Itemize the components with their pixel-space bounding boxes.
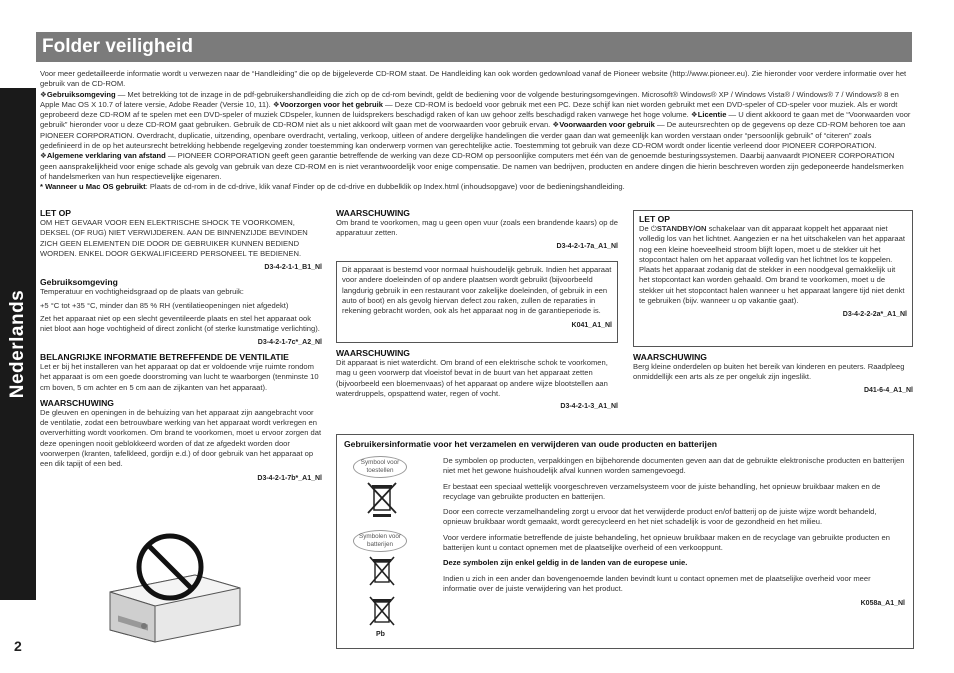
recycling-text-5: Deze symbolen zijn enkel geldig in de landen van de europese unie. bbox=[443, 558, 688, 568]
waarschuwing-heading: WAARSCHUWING bbox=[40, 397, 114, 408]
standby-label: STANDBY/ON bbox=[656, 224, 707, 233]
column-2 bbox=[336, 208, 618, 252]
waarschuwing-heading: WAARSCHUWING bbox=[336, 208, 410, 218]
power-icon: ⏻ bbox=[650, 224, 657, 233]
garantie-box bbox=[336, 261, 618, 343]
code-label: D41-6-4_A1_Nl bbox=[863, 386, 913, 394]
algemene-heading: Algemene verklaring van afstand bbox=[46, 151, 166, 161]
symbol-toestellen bbox=[353, 456, 409, 478]
no-cover-illustration bbox=[100, 530, 250, 645]
bullet-icon: ❖ bbox=[552, 120, 560, 130]
waarschuwing-text: Om brand te voorkomen, mag u geen open vuur (zoals een brandende kaars) op de apparatuur zetten. bbox=[336, 218, 618, 238]
code-label: D3-4-2-2-2a*_A1_Nl bbox=[842, 311, 907, 319]
waarschuwing-heading: WAARSCHUWING bbox=[336, 348, 410, 358]
standby-box bbox=[633, 210, 913, 347]
intro-text bbox=[40, 69, 912, 193]
voorzorgen-heading: Voorzorgen voor het gebruik bbox=[279, 99, 383, 109]
recycling-text-3: Door een correcte verzamelhandeling zorgt u ervoor dat het verwijderde product en/of batterij op de juiste wijze wordt behandeld, opnieuw bruikbaar wordt gemaakt, wordt gerecycleerd en het niet schadelijk is voor de gezondheid en het milieu. bbox=[443, 507, 877, 527]
garantie-text: Dit apparaat is bestemd voor normaal huishoudelijk gebruik. Indien het apparaat voor andere doeleinden of op andere plaatsen wordt gebruikt (bijvoorbeeld langdurig gebruik in een restaurant voor zakelijke doeleinden, of gebruik in een auto of boot) en als gevolg hiervan defect zou raken, zullen de reparaties in rekening gebracht worden, ook als het apparaat nog in de garantieperiode is. bbox=[342, 265, 612, 316]
voorzorgen-text: — Deze CD-ROM is bedoeld voor gebruik met een PC. Deze schijf kan niet worden gebruikt met een DVD-speler of CD-speler voor muziek. Als er wordt geprobeerd deze CD-ROM af te spelen met een DVD-speler of muziek CDspeler, kunnen de luidsprekers beschadigd raken of kan uw gehoor zelfs beschadigd raken vanwege het hoge volume. bbox=[40, 99, 898, 120]
crossed-bin-icon bbox=[365, 480, 399, 518]
title-bar bbox=[36, 32, 912, 62]
mac-text: : Plaats de cd-rom in de cd-drive, klik vanaf Finder op de cd-drive en dubbelklik op Index.html (inhoudsopgave) voor de bedieningshandleiding. bbox=[145, 182, 625, 192]
bullet-icon: ❖ bbox=[40, 89, 47, 99]
page-number: 2 bbox=[14, 638, 22, 654]
gebruik-text-2: +5 °C tot +35 °C, minder dan 85 % RH (ventilatieopeningen niet afgedekt) bbox=[40, 300, 289, 310]
gebruik-text-3: Zet het apparaat niet op een slecht geventileerde plaats en stel het apparaat ook niet bloot aan hoge vochtigheid of direct zonlicht (of sterke kunstmatige verlichting). bbox=[40, 314, 320, 334]
code-label: K041_A1_Nl bbox=[571, 322, 612, 330]
gebruik-text-1: Temperatuur en vochtigheidsgraad op de plaats van gebruik: bbox=[40, 287, 244, 297]
bullet-icon: ❖ bbox=[40, 151, 47, 161]
recycling-text-4: Voor verdere informatie betreffende de juiste behandeling, het opnieuw bruikbaar maken en de recyclage van gebruikte producten en batterijen kunt u contact opnemen met de plaatselijke overheid of een verkooppunt. bbox=[443, 532, 890, 553]
voorwaarden-text: — De auteursrechten op de gegevens op deze CD-ROM behoren toe aan PIONEER CORPORATION. Overdracht, duplicatie, uitzending, openbare overdracht, vertaling, verkoop, uitleen of andere dergelijke handelingen die verder gaan dan wat gemeenlijk kan worden verstaan onder “persoonlijk gebruik” of “citeren” zoals gedefinieerd in de op het auteursrecht betrekking hebbende regelgeving zonder toestemming kan onderwerp vormen van gerechtelijke actie. Toestemming tot gebruik van deze CD-ROM wordt onder licentie verleend door PIONEER CORPORATION. bbox=[40, 120, 906, 151]
recycling-text-1: De symbolen op producten, verpakkingen en bijbehorende documenten geven aan dat de gebruikte elektronische producten en batterijen niet met het gewone huishoudelijk afval kunnen worden samengevoegd. bbox=[443, 456, 905, 476]
code-label: K058a_A1_Nl bbox=[860, 600, 905, 608]
page-title: Folder veiligheid bbox=[42, 36, 193, 57]
column-3-lower bbox=[633, 352, 913, 396]
language-side-tab bbox=[0, 88, 36, 600]
crossed-bin-battery-icon bbox=[367, 555, 397, 589]
code-label: D3-4-2-1-7b*_A1_Nl bbox=[257, 474, 322, 482]
waarschuwing-text: De gleuven en openingen in de behuizing van het apparaat zijn aangebracht voor de ventilatie, zodat een betrouwbare werking van het apparaat wordt verkregen en oververhitting wordt voorkomen. Om brand te voorkomen, moet u ervoor zorgen dat deze openingen nooit geblokkeerd worden of dat ze afgedekt worden door voorwerpen (kranten, tafelkleed, gordijn e.d.) of door gebruik van het apparaat op een dik tapijt of een bed. bbox=[40, 407, 322, 469]
code-label: D3-4-2-1-1_B1_Nl bbox=[264, 264, 322, 272]
let-op-heading: LET OP bbox=[40, 208, 72, 218]
standby-text-2: schakelaar van dit apparaat koppelt het apparaat niet volledig los van het lichtnet. Aangezien er na het uitschakelen van het apparaat nog een kleine hoeveelheid stroom blijft lopen, moet u de stekker uit het stopcontact halen om het apparaat volledig van het lichtnet los te koppelen. Plaats het apparaat zodanig dat de stekker in een noodgeval gemakkelijk uit het stopcontact kan worden gehaald. Om brand te voorkomen, moet u de stekker uit het stopcontact halen wanneer u het apparaat langere tijd niet denkt te gebruiken (bijv. wanneer u op vakantie gaat). bbox=[639, 224, 905, 306]
pb-label: Pb bbox=[376, 631, 385, 638]
code-label: D3-4-2-1-7c*_A2_Nl bbox=[257, 338, 322, 346]
batterijen-label: Symbolen voor batterijen bbox=[359, 533, 401, 548]
toestellen-label: Symbool voor toestellen bbox=[360, 459, 400, 474]
waarschuwing-text: Dit apparaat is niet waterdicht. Om brand of een elektrische schok te voorkomen, mag u geen voorwerp dat vloeistof bevat in de buurt van het apparaat zetten (bijvoorbeeld een bloemenvaas) of het apparaat op andere wijze blootstellen aan waterdruppels, opspattend water, regen of vocht. bbox=[336, 358, 608, 398]
let-op-text: OM HET GEVAAR VOOR EEN ELEKTRISCHE SHOCK TE VOORKOMEN, DEKSEL (OF RUG) NIET VERWIJDEREN. AAN DE BINNENZIJDE BEVINDEN ZICH GEEN ELEMENTEN DIE DOOR DE GEBRUIKER KUNNEN BEDIEND WORDEN. ENKEL DOOR GEKWALIFICEERD PERSONEEL TE BEDIENEN. bbox=[40, 218, 308, 258]
code-label: D3-4-2-1-3_A1_Nl bbox=[560, 403, 618, 411]
code-label: D3-4-2-1-7a_A1_Nl bbox=[556, 242, 618, 250]
waarschuwing-heading: WAARSCHUWING bbox=[633, 352, 707, 362]
intro-p1: Voor meer gedetailleerde informatie wordt u verwezen naar de “Handleiding” die op de bijgeleverde CD-ROM staat. De Handleiding kan ook worden gedownload vanaf de Pioneer website (http://www.pioneer.eu). Zie hieronder voor verdere informatie over het gebruik van de CD-ROM. bbox=[40, 69, 907, 89]
licentie-heading: Licentie bbox=[697, 110, 727, 120]
ventilatie-text: Let er bij het installeren van het apparaat op dat er voldoende vrije ruimte rondom het apparaat is om een goede doorstroming van lucht te waarborgen (tenminste 10 cm boven, 5 cm achter en 5 cm aan de zijkanten van het apparaat). bbox=[40, 361, 319, 392]
standby-text-1: De bbox=[639, 224, 651, 233]
let-op-heading: LET OP bbox=[639, 214, 671, 224]
mac-heading: * Wanneer u Mac OS gebruikt bbox=[40, 182, 146, 192]
bullet-icon: ❖ bbox=[690, 110, 698, 120]
crossed-bin-battery-pb-icon bbox=[367, 595, 397, 629]
language-label: Nederlands bbox=[7, 289, 28, 399]
algemene-text: — PIONEER CORPORATION geeft geen garantie betreffende de werking van deze CD-ROM op persoonlijke computers met één van de genoemde besturingssystemen. Daarbij aanvaardt PIONEER CORPORATION geen aansprakelijkheid voor enige schade als gevolg van gebruik van deze CD-ROM en is niet verantwoordelijk voor enige compensatie. De namen van bedrijven, producten en andere dingen die hierin beschreven worden zijn gedeponeerde handelsmerken of handelsmerken van hun respectievelijke eigenaren. bbox=[40, 151, 904, 181]
gebruik-heading: Gebruiksomgeving bbox=[40, 277, 118, 288]
recycling-heading: Gebruikersinformatie voor het verzamelen en verwijderen van oude producten en batterijen bbox=[344, 439, 717, 449]
symbol-batterijen bbox=[353, 530, 409, 552]
voorwaarden-heading: Voorwaarden voor gebruik bbox=[559, 120, 655, 130]
column-1 bbox=[40, 208, 322, 484]
licentie-text: — U dient akkoord te gaan met de “Voorwaarden voor gebruik” hieronder voor u deze CD-ROM gaat gebruiken. Gebruik de CD-ROM niet als u niet akkoord wilt gaan met de voorwaarden voor gebruik ervan. bbox=[40, 110, 911, 130]
gebruik-text: — Met betrekking tot de inzage in de pdf-gebruikershandleiding die zich op de cd-rom bevindt, geldt de bediening voor de volgende besturingsomgevingen. Microsoft® Windows® XP / Windows Vista® / Windows® 7 / Windows® 8 en Apple Mac OS X 10.7 of latere versie, Adobe Reader (Versie 10, 11). bbox=[40, 89, 899, 109]
ventilatie-heading: BELANGRIJKE INFORMATIE BETREFFENDE DE VENTILATIE bbox=[40, 351, 289, 362]
bullet-icon: ❖ bbox=[272, 99, 280, 109]
waarschuwing-text: Berg kleine onderdelen op buiten het bereik van kinderen en peuters. Raadpleeg onmiddellijk een arts als ze per ongeluk zijn ingeslikt. bbox=[633, 362, 905, 382]
recycling-box bbox=[336, 434, 914, 649]
receiver-icon bbox=[110, 575, 240, 642]
column-2-lower bbox=[336, 348, 618, 412]
recycling-text-6: Indien u zich in een ander dan bovengenoemde landen bevindt kunt u contact opnemen met de plaatselijke overheid voor meer informatie over de juiste verwijdering van het product. bbox=[443, 573, 871, 593]
gebruik-heading: Gebruiksomgeving bbox=[46, 89, 116, 99]
recycling-text-2: Er bestaat een speciaal wettelijk voorgeschreven verzamelsysteem voor de juiste behandling, het opnieuw bruikbaar maken en de recyclage van gebruikte producten en batterijen. bbox=[443, 481, 881, 501]
